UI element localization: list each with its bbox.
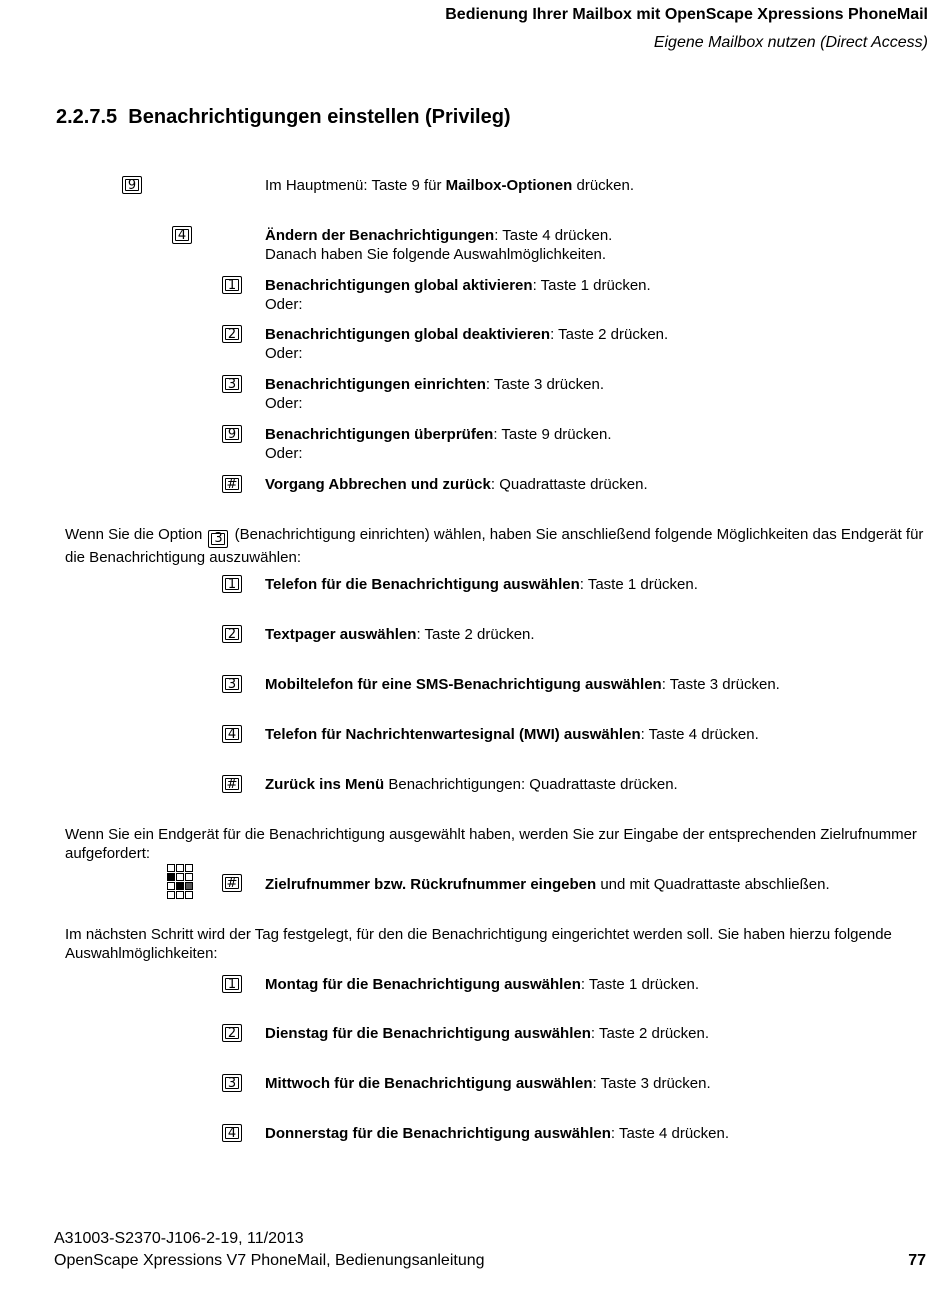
step-main-menu: [265, 176, 634, 195]
option-global-deactivate: [265, 325, 668, 363]
day-monday: [265, 975, 699, 994]
section-heading: [56, 106, 511, 129]
day-text: : Taste 3 drücken.: [592, 1075, 711, 1092]
key-3-icon: 3: [222, 675, 242, 693]
key-4-icon: 4: [172, 226, 192, 244]
device-mwi: [265, 725, 759, 744]
paragraph-text: Wenn Sie die Option: [65, 526, 207, 543]
device-phone: [265, 575, 698, 594]
day-bold: Mittwoch für die Benachrichtigung auswählen: [265, 1075, 593, 1092]
option-or: Oder:: [265, 296, 303, 313]
key-3-icon: 3: [222, 1074, 242, 1092]
option-check: [265, 425, 611, 463]
running-header-subtitle: Eigene Mailbox nutzen (Direct Access): [653, 34, 928, 51]
step-text: drücken.: [572, 177, 635, 194]
paragraph-number-intro: Wenn Sie ein Endgerät für die Benachrichtigung ausgewählt haben, werden Sie zur Eingabe der entsprechenden Zielrufnummer aufgefordert:: [65, 826, 917, 862]
paragraph-text: (Benachrichtigung einrichten) wählen, haben Sie anschließend folgende Möglichkeiten das Endgerät für die Benachrichtigung auszuwählen:: [65, 526, 924, 566]
day-thursday: [265, 1124, 729, 1143]
running-header-title: Bedienung Ihrer Mailbox mit OpenScape Xpressions PhoneMail: [445, 6, 928, 23]
key-9-icon: 9: [122, 176, 142, 194]
step-text: und mit Quadrattaste abschließen.: [596, 876, 830, 893]
option-text: : Taste 9 drücken.: [493, 426, 612, 443]
device-back: [265, 775, 678, 794]
option-bold: Vorgang Abbrechen und zurück: [265, 476, 491, 493]
device-text: : Taste 4 drücken.: [640, 726, 759, 743]
option-text: : Quadrattaste drücken.: [490, 476, 648, 493]
day-bold: Montag für die Benachrichtigung auswählen: [265, 976, 581, 993]
footer-doc-title: OpenScape Xpressions V7 PhoneMail, Bedienungsanleitung: [54, 1252, 485, 1269]
option-or: Oder:: [265, 345, 303, 362]
device-bold: Textpager auswählen: [265, 626, 417, 643]
key-hash-icon: #: [222, 775, 242, 793]
key-1-icon: 1: [222, 276, 242, 294]
key-1-icon: 1: [222, 975, 242, 993]
step-text: : Taste 4 drücken.: [494, 227, 613, 244]
device-bold: Telefon für die Benachrichtigung auswählen: [265, 576, 580, 593]
paragraph-device-intro: [65, 525, 925, 567]
device-textpager: [265, 625, 535, 644]
key-1-icon: 1: [222, 575, 242, 593]
step-enter-number: [265, 875, 830, 894]
step-bold: Zielrufnummer bzw. Rückrufnummer eingeben: [265, 876, 597, 893]
day-tuesday: [265, 1024, 709, 1043]
device-text: : Taste 1 drücken.: [579, 576, 698, 593]
option-bold: Benachrichtigungen global aktivieren: [265, 277, 533, 294]
option-text: : Taste 1 drücken.: [532, 277, 651, 294]
day-bold: Dienstag für die Benachrichtigung auswählen: [265, 1025, 591, 1042]
day-text: : Taste 1 drücken.: [580, 976, 699, 993]
day-bold: Donnerstag für die Benachrichtigung auswählen: [265, 1125, 611, 1142]
option-global-activate: [265, 276, 651, 314]
keypad-icon: [167, 864, 195, 900]
option-or: Oder:: [265, 445, 303, 462]
section-number: 2.2.7.5: [56, 106, 118, 128]
footer-doc-number: A31003-S2370-J106-2-19, 11/2013: [54, 1230, 304, 1247]
key-hash-icon: #: [222, 874, 242, 892]
step-text: Danach haben Sie folgende Auswahlmöglichkeiten.: [265, 246, 607, 263]
key-3-icon: 3: [222, 375, 242, 393]
key-9-icon: 9: [222, 425, 242, 443]
step-bold: Mailbox-Optionen: [445, 177, 573, 194]
option-cancel: [265, 475, 648, 494]
option-bold: Benachrichtigungen überprüfen: [265, 426, 494, 443]
paragraph-day-intro: Im nächsten Schritt wird der Tag festgelegt, für den die Benachrichtigung eingerichtet werden soll. Sie haben hierzu folgende Auswahlmöglichkeiten:: [65, 926, 892, 962]
option-text: : Taste 3 drücken.: [485, 376, 604, 393]
key-4-icon: 4: [222, 725, 242, 743]
day-wednesday: [265, 1074, 711, 1093]
device-text: : Taste 2 drücken.: [416, 626, 535, 643]
section-title: Benachrichtigungen einstellen (Privileg): [128, 106, 511, 128]
day-text: : Taste 2 drücken.: [590, 1025, 710, 1042]
device-bold: Mobiltelefon für eine SMS-Benachrichtigung auswählen: [265, 676, 662, 693]
device-bold: Telefon für Nachrichtenwartesignal (MWI) auswählen: [265, 726, 641, 743]
key-2-icon: 2: [222, 325, 242, 343]
option-or: Oder:: [265, 395, 303, 412]
key-2-icon: 2: [222, 625, 242, 643]
device-text: Benachrichtigungen: Quadrattaste drücken.: [384, 776, 678, 793]
option-bold: Benachrichtigungen global deaktivieren: [265, 326, 551, 343]
device-bold: Zurück ins Menü: [265, 776, 385, 793]
option-text: : Taste 2 drücken.: [550, 326, 669, 343]
day-text: : Taste 4 drücken.: [610, 1125, 730, 1142]
option-setup: [265, 375, 604, 413]
page-number: 77: [908, 1252, 926, 1269]
device-mobile-sms: [265, 675, 780, 694]
key-hash-icon: #: [222, 475, 242, 493]
option-bold: Benachrichtigungen einrichten: [265, 376, 486, 393]
step-text: Im Hauptmenü: Taste 9 für: [265, 177, 446, 194]
key-2-icon: 2: [222, 1024, 242, 1042]
step-bold: Ändern der Benachrichtigungen: [265, 227, 495, 244]
step-change-notifications: [265, 226, 612, 264]
key-3-icon: 3: [208, 530, 228, 548]
key-4-icon: 4: [222, 1124, 242, 1142]
device-text: : Taste 3 drücken.: [661, 676, 780, 693]
